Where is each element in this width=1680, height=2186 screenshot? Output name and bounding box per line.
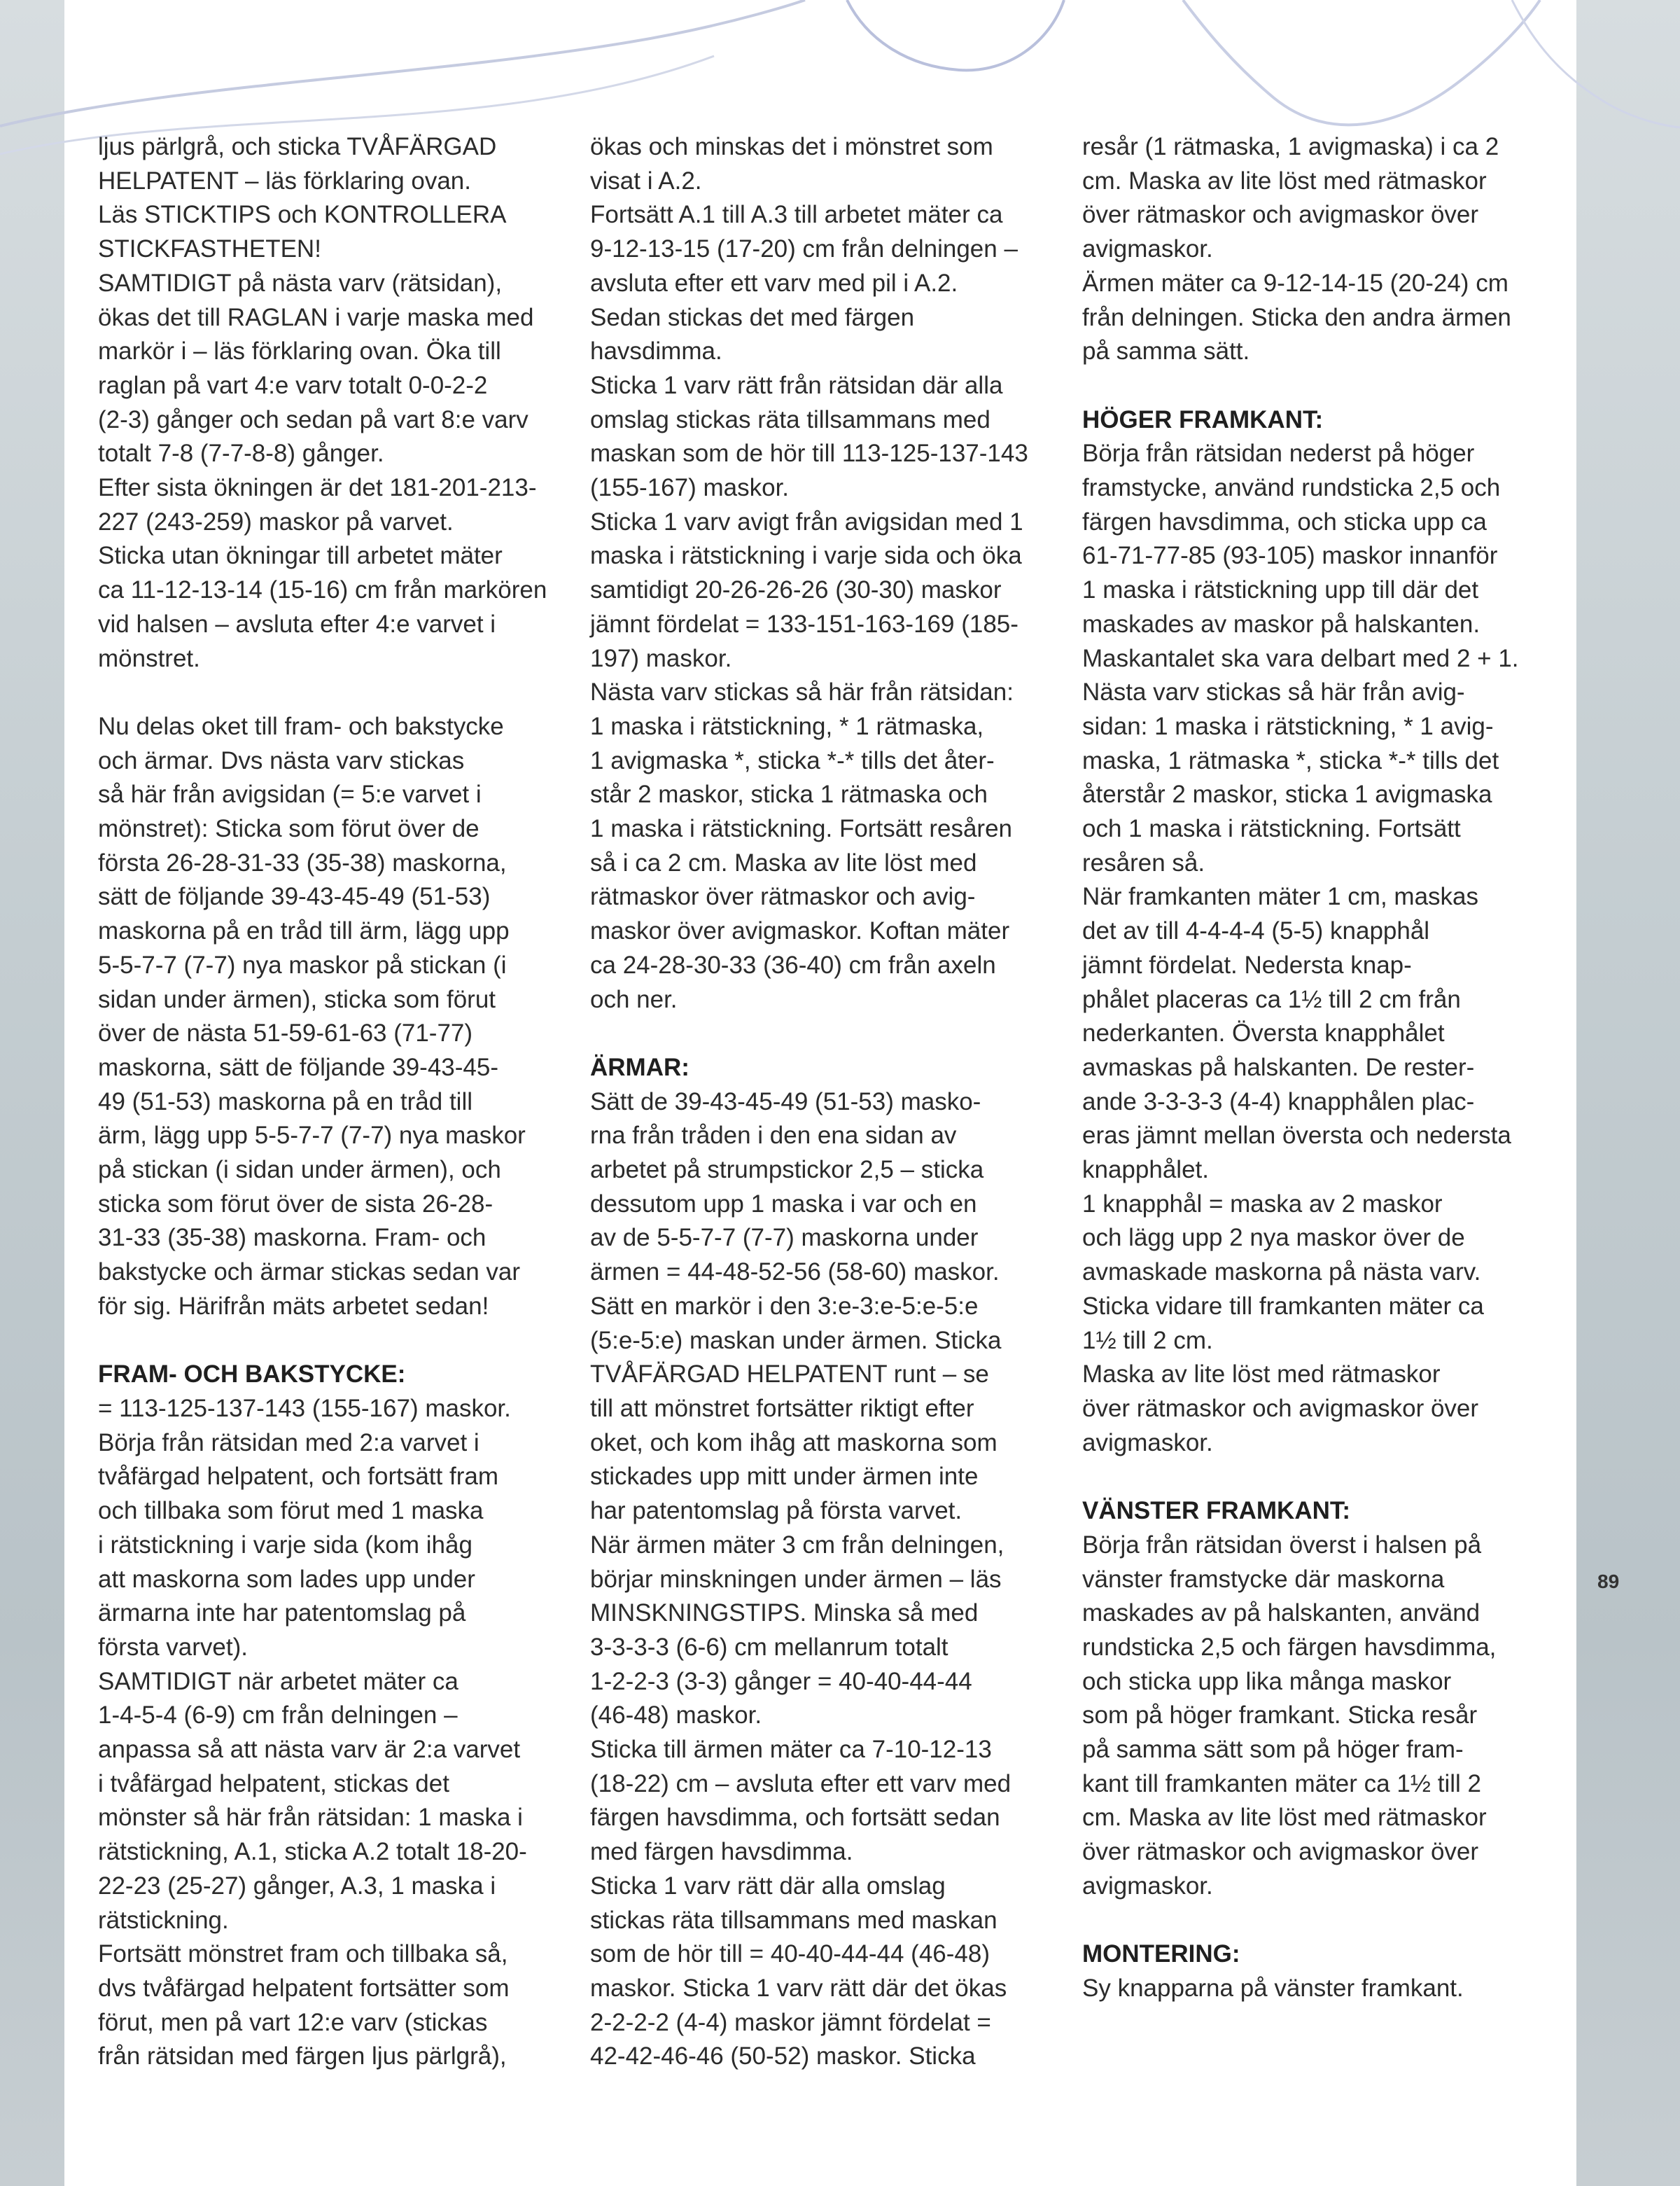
text-column-2	[590, 130, 1066, 2074]
section-heading: HÖGER FRAMKANT:	[1082, 405, 1324, 433]
paragraph: Börja från rätsidan överst i halsen på vänster framstycke där maskorna maskades av på halskanten, använd rundsticka 2,5 och färgen havsdimma, och sticka upp lika många maskor som på höger framkant. Sticka resår på samma sätt som på höger fram- kant till framkanten mäter ca 1½ till 2 cm. Maska av lite löst med rätmaskor över rätmaskor och avigmaskor över avigmaskor.	[1082, 1531, 1497, 1900]
text-column-3	[1082, 130, 1558, 2006]
paragraph: Sy knapparna på vänster framkant.	[1082, 1974, 1464, 2002]
section-heading: MONTERING:	[1082, 1940, 1240, 1968]
paragraph: Börja från rätsidan nederst på höger framstycke, använd rundsticka 2,5 och färgen havsdimma, och sticka upp ca 61-71-77-85 (93-105) maskor innanför 1 maska i rätstickning upp till där det maskades av maskor på halskanten. Maskantalet ska vara delbart med 2 + 1. Nästa varv stickas så här från avig- sidan: 1 maska i rätstickning, * 1 avig- maska, 1 rätmaska *, sticka *-* tills det återstår 2 maskor, sticka 1 avigmaska och 1 maska i rätstickning. Fortsätt resåren så. När framkanten mäter 1 cm, maskas det av till 4-4-4-4 (5-5) knapphål jämnt fördelat. Nedersta knap- phålet placeras ca 1½ till 2 cm från nederkanten. Översta knapphålet avmaskas på halskanten. De rester- ande 3-3-3-3 (4-4) knapphålen plac- eras jämnt mellan översta och nedersta knapphålet. 1 knapphål = maska av 2 maskor och lägg upp 2 nya maskor över de avmaskade maskorna på nästa varv. Sticka vidare till framkanten mäter ca 1½ till 2 cm. Maska av lite löst med rätmaskor över rätmaskor och avigmaskor över avigmaskor.	[1082, 440, 1519, 1456]
page-number: 89	[1597, 1571, 1620, 1592]
section-heading: ÄRMAR:	[590, 1053, 690, 1081]
paragraph: ökas och minskas det i mönstret som visat i A.2. Fortsätt A.1 till A.3 till arbetet mäter ca 9-12-13-15 (17-20) cm från delningen – avsluta efter ett varv med pil i A.2. Sedan stickas det med färgen havsdimma. Sticka 1 varv rätt från rätsidan där alla omslag stickas räta tillsammans med maskan som de hör till 113-125-137-143 (155-167) maskor. Sticka 1 varv avigt från avigsidan med 1 maska i rätstickning i varje sida och öka samtidigt 20-26-26-26 (30-30) maskor jämnt fördelat = 133-151-163-169 (185- 197) maskor. Nästa varv stickas så här från rätsidan: 1 maska i rätstickning, * 1 rätmaska, 1 avigmaska *, sticka *-* tills det åter- står 2 maskor, sticka 1 rätmaska och 1 maska i rätstickning. Fortsätt resåren så i ca 2 cm. Maska av lite löst med rätmaskor över rätmaskor och avig- maskor över avigmaskor. Koftan mäter ca 24-28-30-33 (36-40) cm från axeln och ner.	[590, 133, 1028, 1013]
paragraph: Sätt de 39-43-45-49 (51-53) masko- rna från tråden i den ena sidan av arbetet på strumpstickor 2,5 – sticka dessutom upp 1 maska i var och en av de 5-5-7-7 (7-7) maskorna under ärmen = 44-48-52-56 (58-60) maskor. Sätt en markör i den 3:e-3:e-5:e-5:e (5:e-5:e) maskan under ärmen. Sticka TVÅFÄRGAD HELPATENT runt – se till att mönstret fortsätter riktigt efter oket, och kom ihåg att maskorna som stickades upp mitt under ärmen inte har patentomslag på första varvet. När ärmen mäter 3 cm från delningen, börjar minskningen under ärmen – läs MINSKNINGSTIPS. Minska så med 3-3-3-3 (6-6) cm mellanrum totalt 1-2-2-3 (3-3) gånger = 40-40-44-44 (46-48) maskor. Sticka till ärmen mäter ca 7-10-12-13 (18-22) cm – avsluta efter ett varv med färgen havsdimma, och fortsätt sedan med färgen havsdimma. Sticka 1 varv rätt där alla omslag stickas räta tillsammans med maskan som de hör till = 40-40-44-44 (46-48) maskor. Sticka 1 varv rätt där det ökas 2-2-2-2 (4-4) maskor jämnt fördelat = 42-42-46-46 (50-52) maskor. Sticka	[590, 1087, 1011, 2070]
paragraph: resår (1 rätmaska, 1 avigmaska) i ca 2 cm. Maska av lite löst med rätmaskor över rätmaskor och avigmaskor över avigmaskor. Ärmen mäter ca 9-12-14-15 (20-24) cm från delningen. Sticka den andra ärmen på samma sätt.	[1082, 133, 1511, 366]
section-heading: VÄNSTER FRAMKANT:	[1082, 1497, 1351, 1525]
paragraph: Nu delas oket till fram- och bakstycke och ärmar. Dvs nästa varv stickas så här från avigsidan (= 5:e varvet i mönstret): Sticka som förut över de första 26-28-31-33 (35-38) maskorna, sätt de följande 39-43-45-49 (51-53) maskorna på en tråd till ärm, lägg upp 5-5-7-7 (7-7) nya maskor på stickan (i sidan under ärmen), sticka som förut över de nästa 51-59-61-63 (71-77) maskorna, sätt de följande 39-43-45- 49 (51-53) maskorna på en tråd till ärm, lägg upp 5-5-7-7 (7-7) nya maskor på stickan (i sidan under ärmen), och sticka som förut över de sista 26-28- 31-33 (35-38) maskorna. Fram- och bakstycke och ärmar stickas sedan var för sig. Härifrån mäts arbetet sedan!	[98, 712, 526, 1320]
section-heading: FRAM- OCH BAKSTYCKE:	[98, 1360, 406, 1388]
text-column-1	[98, 130, 574, 2074]
paragraph: ljus pärlgrå, och sticka TVÅFÄRGAD HELPATENT – läs förklaring ovan. Läs STICKTIPS och KONTROLLERA STICKFASTHETEN! SAMTIDIGT på nästa varv (rätsidan), ökas det till RAGLAN i varje maska med markör i – läs förklaring ovan. Öka till raglan på vart 4:e varv totalt 0-0-2-2 (2-3) gånger och sedan på vart 8:e varv totalt 7-8 (7-7-8-8) gånger. Efter sista ökningen är det 181-201-213- 227 (243-259) maskor på varvet. Sticka utan ökningar till arbetet mäter ca 11-12-13-14 (15-16) cm från markören vid halsen – avsluta efter 4:e varvet i mönstret.	[98, 133, 547, 672]
paragraph: = 113-125-137-143 (155-167) maskor. Börja från rätsidan med 2:a varvet i tvåfärgad helpatent, och fortsätt fram och tillbaka som förut med 1 maska i rätstickning i varje sida (kom ihåg att maskorna som lades upp under ärmarna inte har patentomslag på första varvet). SAMTIDIGT när arbetet mäter ca 1-4-5-4 (6-9) cm från delningen – anpassa så att nästa varv är 2:a varvet i tvåfärgad helpatent, stickas det mönster så här från rätsidan: 1 maska i rätstickning, A.1, sticka A.2 totalt 18-20- 22-23 (25-27) gånger, A.3, 1 maska i rätstickning. Fortsätt mönstret fram och tillbaka så, dvs tvåfärgad helpatent fortsätter som förut, men på vart 12:e varv (stickas från rätsidan med färgen ljus pärlgrå),	[98, 1394, 527, 2070]
